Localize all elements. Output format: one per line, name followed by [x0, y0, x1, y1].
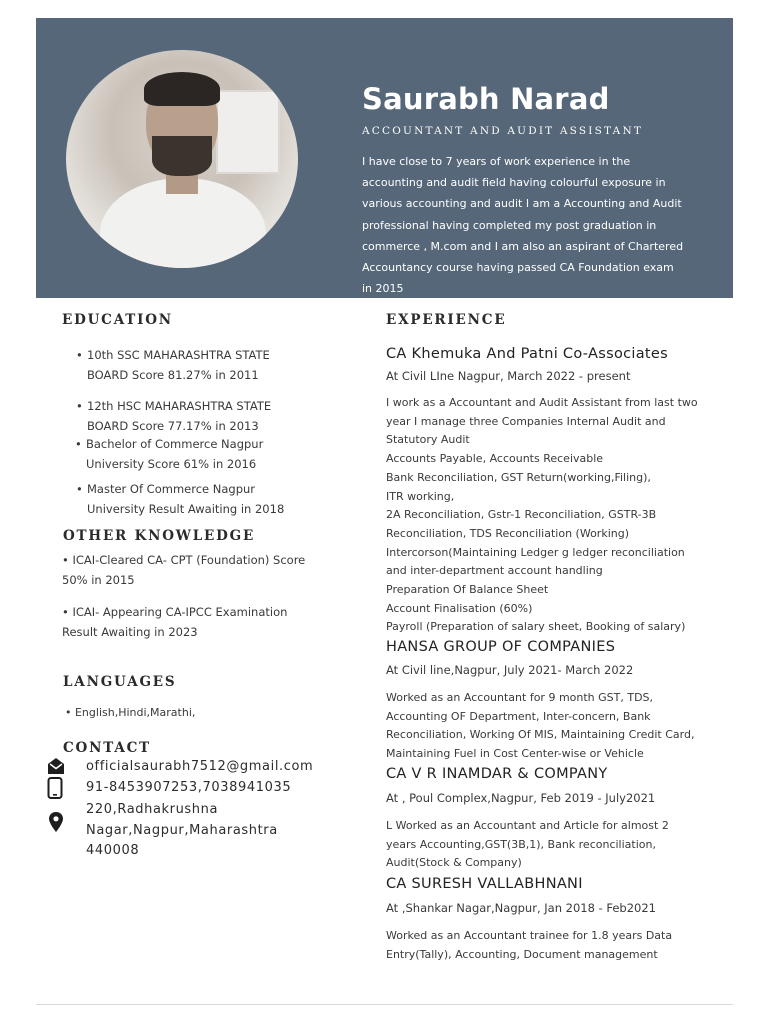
languages-heading: LANGUAGES — [63, 674, 177, 690]
company-name: CA Khemuka And Patni Co-Associates — [386, 346, 668, 362]
job-meta: At ,Shankar Nagar,Nagpur, Jan 2018 - Feb2021 — [386, 901, 656, 915]
experience-heading: EXPERIENCE — [386, 312, 507, 328]
footer-divider — [36, 1004, 733, 1005]
job-description: I work as a Accountant and Audit Assistant from last two year I manage three Companies Internal Audit and Statutory Audit Accounts Payable, Accounts Receivable Bank Reconciliation, GST Return(working,Filing), ITR working, 2A Reconciliation, Gstr-1 Reconciliation, GSTR-3B Reconciliation, TDS Reconciliation (Working) Intercorson(Maintaining Ledger g ledger reconciliation and inter-department account handling Preparation Of Balance Sheet Account Finalisation (60%) Payroll (Preparation of salary sheet, Booking of salary) — [386, 396, 698, 634]
languages-list: • English,Hindi,Marathi, — [65, 706, 196, 719]
summary-line: accounting and audit field having colourful exposure in — [362, 176, 666, 190]
other-knowledge-heading: OTHER KNOWLEDGE — [63, 528, 256, 544]
education-item: • Bachelor of Commerce Nagpur University Score 61% in 2016 — [75, 437, 264, 471]
company-name: CA V R INAMDAR & COMPANY — [386, 766, 608, 782]
company-name: CA SURESH VALLABHNANI — [386, 876, 583, 892]
knowledge-item: • ICAI-Cleared CA- CPT (Foundation) Score 50% in 2015 — [62, 553, 306, 587]
job-description: Worked as an Accountant trainee for 1.8 years Data Entry(Tally), Accounting, Document management — [386, 929, 673, 961]
phone-icon — [47, 777, 63, 799]
summary-line: professional having completed my post graduation in — [362, 218, 657, 232]
contact-heading: CONTACT — [63, 740, 152, 756]
envelope-icon — [46, 757, 66, 775]
job-meta: At , Poul Complex,Nagpur, Feb 2019 - July2021 — [386, 791, 656, 805]
job-description: Worked as an Accountant for 9 month GST, TDS, Accounting OF Department, Inter-concern, Bank Reconciliation, Working Of MIS, Maintaining Credit Card, Maintaining Fuel in Cost Center-wise or Vehicle — [386, 691, 695, 761]
summary-line: commerce , M.com and I am also an aspirant of Chartered — [362, 239, 684, 253]
phone-text: 91-8453907253,7038941035 — [86, 780, 292, 795]
knowledge-item: • ICAI- Appearing CA-IPCC Examination Result Awaiting in 2023 — [62, 605, 288, 639]
education-item: • Master Of Commerce Nagpur University Result Awaiting in 2018 — [76, 482, 285, 516]
education-item: • 12th HSC MAHARASHTRA STATE BOARD Score 77.17% in 2013 — [76, 399, 272, 433]
job-title: ACCOUNTANT AND AUDIT ASSISTANT — [362, 125, 644, 137]
location-pin-icon — [48, 811, 64, 833]
person-name: Saurabh Narad — [362, 82, 610, 116]
education-heading: EDUCATION — [62, 312, 173, 328]
education-item: • 10th SSC MAHARASHTRA STATE BOARD Score 81.27% in 2011 — [76, 348, 270, 382]
profile-photo — [66, 50, 298, 268]
summary-line: Accountancy course having passed CA Foundation exam — [362, 261, 674, 275]
address-text: 220,Radhakrushna Nagar,Nagpur,Maharashtra 440008 — [86, 802, 278, 858]
summary-line: I have close to 7 years of work experience in the — [362, 155, 631, 168]
job-description: L Worked as an Accountant and Article for almost 2 years Accounting,GST(3B,1), Bank reconciliation, Audit(Stock & Company) — [386, 819, 669, 870]
job-meta: At Civil LIne Nagpur, March 2022 - present — [386, 369, 631, 383]
summary-line: various accounting and audit I am a Accounting and Audit — [362, 197, 682, 211]
email-text: officialsaurabh7512@gmail.com — [86, 759, 314, 774]
company-name: HANSA GROUP OF COMPANIES — [386, 639, 616, 655]
profile-summary — [362, 151, 714, 299]
job-meta: At Civil line,Nagpur, July 2021- March 2022 — [386, 663, 634, 677]
summary-line: in 2015 — [362, 282, 404, 296]
